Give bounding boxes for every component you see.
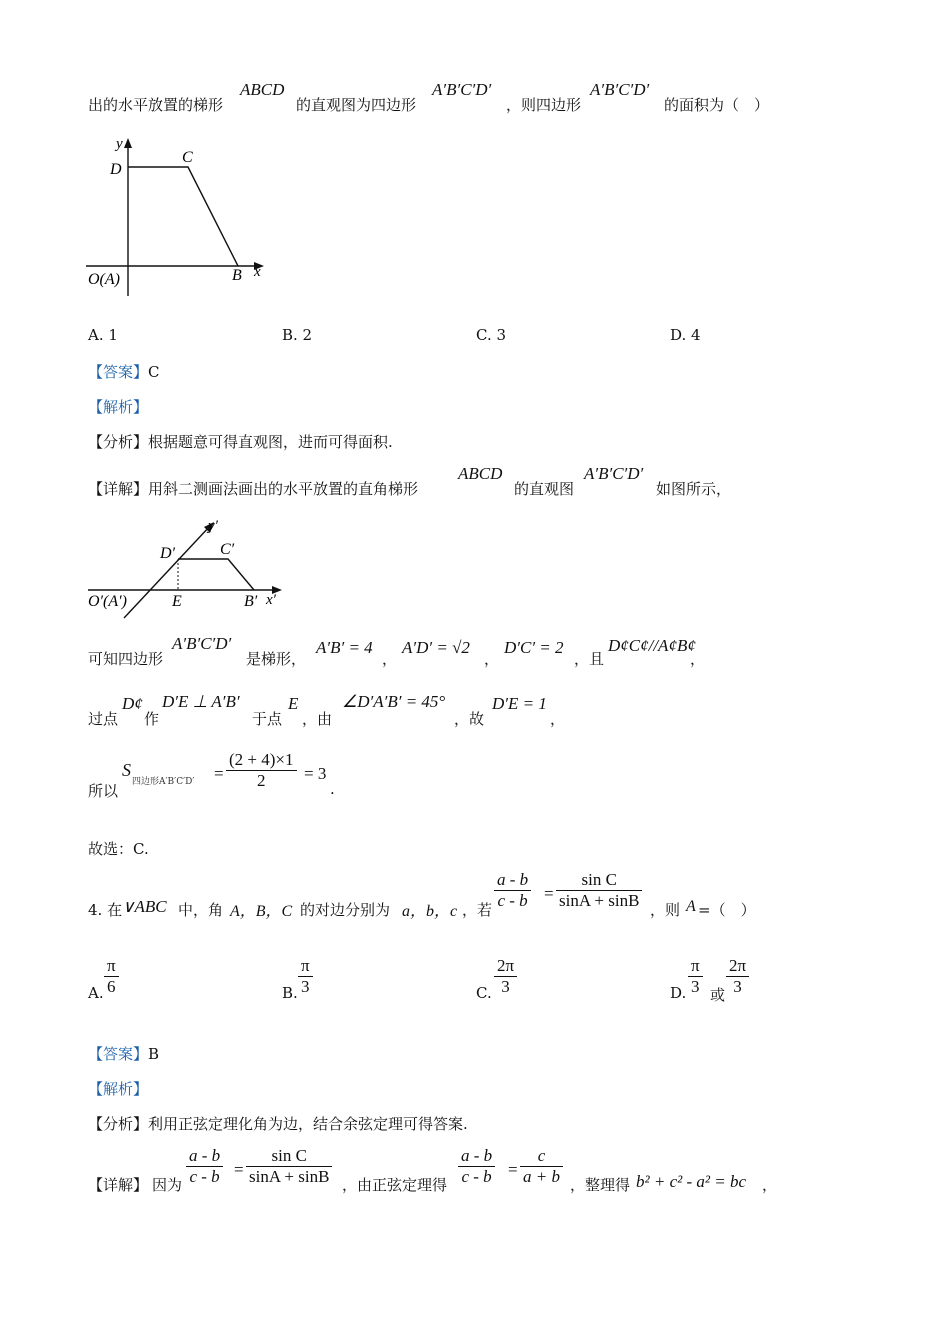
- q4-xj-fraction-4: [520, 1146, 563, 1187]
- q3-xiangjie-abcd: ABCD: [458, 464, 503, 483]
- q3-fenxi-label: 【分析】: [88, 433, 149, 451]
- q3-comma-4: ，: [550, 710, 566, 728]
- q3-line1-abcd-prime: A′B′C′D′: [172, 634, 232, 653]
- q4-option-d-den-1: 3: [691, 977, 700, 996]
- q3-line2-a: 过点: [88, 710, 119, 728]
- q4-option-c-fraction: [494, 956, 517, 997]
- q3-comma-3: ，: [690, 650, 706, 668]
- q3-dc-eq: D′C′ = 2: [504, 638, 564, 657]
- oblique-trapezoid-edges: [178, 559, 254, 590]
- q4-xj-f2-num: sin C: [246, 1146, 332, 1167]
- label-y-prime: y′: [208, 518, 218, 534]
- q3-s-subscript: 四边形A′B′C′D′: [132, 777, 195, 787]
- q4-stem-a: 中，角: [178, 901, 224, 919]
- q4-answer-value: B: [148, 1045, 160, 1063]
- q3-area-result: = 3: [304, 764, 327, 783]
- q4-num: 4. 在: [88, 901, 123, 919]
- q4-answer: [88, 1043, 159, 1064]
- q4-analysis-label: 【解析】: [88, 1080, 149, 1098]
- q3-xiangjie-c: 如图所示，: [656, 480, 732, 498]
- q4-option-d-fraction-2: [726, 956, 749, 997]
- q3-ab-eq: A′B′ = 4: [316, 638, 373, 657]
- q3-d-point: D¢: [122, 694, 143, 713]
- q3-zuo: 作: [144, 710, 160, 728]
- q4-option-b-den: 3: [301, 977, 310, 996]
- q3-xiangjie: [88, 478, 418, 499]
- q3-answer-value: C: [148, 363, 160, 381]
- label-origin-prime: O′(A′): [88, 593, 127, 610]
- label-origin: O(A): [88, 271, 120, 288]
- y-prime-axis: [124, 526, 210, 618]
- q4-option-c-label: C.: [476, 984, 492, 1002]
- q4-xj-fraction-2: [246, 1146, 332, 1187]
- q3-de-eq: D′E = 1: [492, 694, 547, 713]
- q3-perp: D′E ⊥ A′B′: [162, 692, 240, 711]
- q3-option-a: A. 1: [88, 326, 118, 344]
- q4-xj-fraction-1: [186, 1146, 223, 1187]
- label-x: x: [254, 264, 261, 280]
- q4-xj-end-eq: b² + c² - a² = bc: [636, 1172, 746, 1191]
- trapezoid-edges: [128, 167, 238, 266]
- label-x-prime: x′: [266, 592, 276, 608]
- q3-area-fraction: [226, 750, 297, 791]
- q3-guxuan: 故选：C.: [88, 840, 149, 858]
- figure-original-trapezoid: [86, 132, 276, 304]
- q4-xj-f3-den: c - b: [461, 1167, 492, 1186]
- q4-triangle: ∨ABC: [122, 897, 167, 916]
- q3-ad-eq: A′D′ = √2: [402, 638, 470, 657]
- q4-stem-e: ，若: [462, 901, 493, 919]
- q4-xj-f4-den: a + b: [523, 1167, 560, 1186]
- q3-abcd-prime: A′B′C′D′: [432, 80, 492, 99]
- label-c: C: [182, 149, 193, 166]
- q3-equals: =: [214, 764, 224, 783]
- q3-angle: ∠D′A′B′ = 45°: [342, 692, 446, 711]
- q3-answer-label: 【答案】: [88, 363, 149, 381]
- q4-stem-g: A: [686, 898, 696, 915]
- q4-xj-mid: ，由正弦定理得: [342, 1176, 448, 1194]
- label-d-prime: D′: [160, 545, 176, 562]
- q4-xj-f2-den: sinA + sinB: [249, 1167, 330, 1186]
- label-e: E: [172, 593, 182, 610]
- q4-option-a-den: 6: [107, 977, 116, 996]
- q4-option-d-or: 或: [710, 986, 726, 1004]
- q3-xiangjie-abcd-prime: A′B′C′D′: [584, 464, 644, 483]
- q3-area-den: 2: [257, 771, 266, 790]
- q3-line1-a: 可知四边形: [88, 650, 164, 668]
- q4-option-b-label: B.: [282, 984, 298, 1002]
- q3-option-c: C. 3: [476, 326, 507, 344]
- y-axis-arrow-icon: [124, 138, 132, 148]
- q4-xj-fraction-3: [458, 1146, 495, 1187]
- q4-f1-num: a - b: [494, 870, 531, 891]
- q4-option-a-label: A.: [88, 984, 104, 1002]
- q3-area-num: (2 + 4)×1: [226, 750, 297, 771]
- q4-yinwei: 因为: [152, 1176, 183, 1194]
- q3-period: .: [330, 780, 335, 798]
- q3-option-d: D. 4: [670, 326, 701, 344]
- label-b-prime: B′: [244, 593, 258, 610]
- q4-stem-f: ，则: [650, 901, 681, 919]
- q3-parallel: D¢C¢//A¢B¢: [608, 636, 696, 655]
- q3-stem-c: ，则四边形: [506, 96, 582, 114]
- q4-option-d-label: D.: [670, 984, 687, 1002]
- q4-xj-f4-num: c: [520, 1146, 563, 1167]
- q3-comma-2: ，: [484, 650, 500, 668]
- q4-xiangjie-label: 【详解】: [88, 1176, 149, 1194]
- q4-option-a-fraction: [104, 956, 119, 997]
- q4-fraction-2: [556, 870, 642, 911]
- q4-equals-1: =: [544, 884, 554, 903]
- q4-stem-h: =（ ）: [698, 901, 756, 919]
- q3-analysis-label: 【解析】: [88, 398, 149, 416]
- q4-fenxi: [88, 1113, 468, 1134]
- label-c-prime: C′: [220, 541, 235, 558]
- q3-e-point: E: [288, 694, 299, 713]
- q4-stem-c: 的对边分别为: [300, 901, 391, 919]
- q4-xj-equals-1: =: [234, 1160, 244, 1179]
- q3-xiangjie-b: 的直观图: [514, 480, 575, 498]
- q4-xj-end-b: ，: [762, 1176, 778, 1194]
- q3-answer: [88, 361, 160, 382]
- q3-fenxi-text: 根据题意可得直观图，进而可得面积.: [148, 433, 393, 451]
- q4-fraction-1: [494, 870, 531, 911]
- q4-xj-end-a: ，整理得: [570, 1176, 631, 1194]
- q4-f2-num: sin C: [556, 870, 642, 891]
- q4-option-d-den-2: 3: [733, 977, 742, 996]
- q4-fenxi-label: 【分析】: [88, 1115, 149, 1133]
- q4-option-b-num: π: [298, 956, 313, 977]
- q4-stem-b: A，B，C: [230, 903, 293, 920]
- q4-option-d-fraction-1: [688, 956, 703, 997]
- q4-xj-f3-num: a - b: [458, 1146, 495, 1167]
- q3-gu: ，故: [454, 710, 485, 728]
- q4-option-a-num: π: [104, 956, 119, 977]
- q4-stem-d: a，b，c: [402, 903, 458, 920]
- q3-stem: [88, 94, 223, 115]
- q4-option-d-num-2: 2π: [726, 956, 749, 977]
- q3-stem-d: 的面积为（ ）: [664, 96, 770, 114]
- q4-option-d-num-1: π: [688, 956, 703, 977]
- q3-suoyi: 所以: [88, 782, 119, 800]
- label-d: D: [110, 161, 122, 178]
- q4-f1-den: c - b: [497, 891, 528, 910]
- q3-fenxi: [88, 431, 393, 452]
- q4-option-b-fraction: [298, 956, 313, 997]
- label-b: B: [232, 267, 242, 284]
- q3-option-b: B. 2: [282, 326, 313, 344]
- q4-option-c-den: 3: [501, 977, 510, 996]
- q3-abcd-prime-2: A′B′C′D′: [590, 80, 650, 99]
- q4-xj-equals-2: =: [508, 1160, 518, 1179]
- q3-line1-b: 是梯形，: [246, 650, 307, 668]
- q3-qie: ，且: [574, 650, 605, 668]
- q3-stem-a: 出的水平放置的梯形: [88, 96, 224, 114]
- q4-f2-den: sinA + sinB: [559, 891, 640, 910]
- label-y: y: [116, 136, 123, 152]
- q4-xj-f1-den: c - b: [189, 1167, 220, 1186]
- q3-you: ，由: [302, 710, 333, 728]
- q3-comma-1: ，: [382, 650, 398, 668]
- q3-stem-b: 的直观图为四边形: [296, 96, 417, 114]
- q4-option-c-num: 2π: [494, 956, 517, 977]
- q4-xj-f1-num: a - b: [186, 1146, 223, 1167]
- q3-abcd: ABCD: [240, 80, 285, 99]
- q4-fenxi-text: 利用正弦定理化角为边，结合余弦定理可得答案.: [148, 1115, 468, 1133]
- q3-yu-dian: 于点: [252, 710, 283, 728]
- q3-s-symbol: S: [122, 760, 131, 780]
- figure-oblique-trapezoid: [86, 516, 296, 622]
- q4-answer-label: 【答案】: [88, 1045, 149, 1063]
- q3-xiangjie-a: 用斜二测画法画出的水平放置的直角梯形: [148, 480, 419, 498]
- q3-xiangjie-label: 【详解】: [88, 480, 149, 498]
